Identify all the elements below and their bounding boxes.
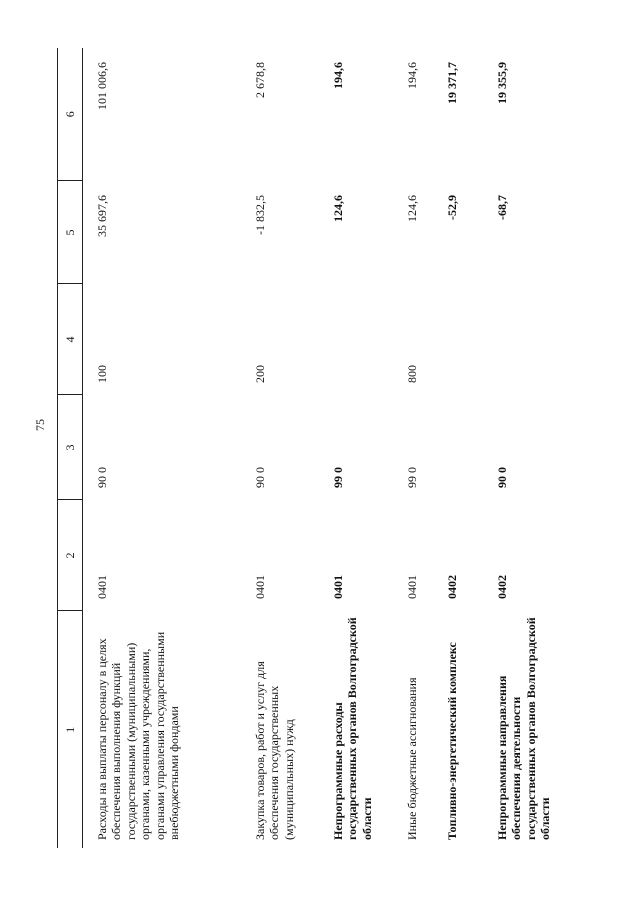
row-expense-type: 800 — [405, 365, 419, 383]
row-section: 0401 — [405, 575, 419, 599]
row-name: Непрограммные расходы государственных органов Волгоградской области — [331, 617, 374, 840]
row-name: Закупка товаров, работ и услуг для обеспечения государственных (муниципальных) нужд — [253, 661, 296, 840]
row-target: 90 0 — [495, 467, 509, 488]
page-number: 75 — [33, 419, 47, 431]
table-header — [58, 48, 83, 848]
row-expense-type — [331, 284, 405, 395]
row-name: Топливно-энергетический комплекс — [445, 642, 459, 840]
row-expense-type — [495, 284, 575, 395]
row-section: 0401 — [331, 575, 345, 599]
row-name: Иные бюджетные ассигнования — [405, 677, 419, 840]
row-name: Расходы на выплаты персоналу в целях обеспечения выполнения функций государственными (муниципальными) органами, казенными учреждениями, органами управления государственными внебюджетными фондами — [95, 631, 181, 840]
row-change: 35 697,6 — [95, 195, 109, 237]
row-section: 0402 — [495, 575, 509, 599]
row-change: -52,9 — [445, 195, 459, 220]
table-row — [405, 48, 445, 848]
row-change: -1 832,5 — [253, 195, 267, 235]
row-section: 0401 — [95, 575, 109, 599]
row-expense-type: 100 — [95, 365, 109, 383]
row-target: 90 0 — [253, 467, 267, 488]
row-change: 124,6 — [405, 195, 419, 222]
budget-table-rotated — [57, 48, 607, 848]
row-target: 99 0 — [331, 467, 345, 488]
row-section: 0402 — [445, 575, 459, 599]
row-section: 0401 — [253, 575, 267, 599]
header-col-5: 5 — [58, 181, 83, 284]
table-row — [331, 48, 405, 848]
row-expense-type: 200 — [253, 365, 267, 383]
row-change: -68,7 — [495, 195, 509, 220]
table-row — [445, 48, 495, 848]
row-target: 99 0 — [405, 467, 419, 488]
header-col-1: 1 — [58, 611, 83, 848]
table-row — [83, 48, 254, 848]
row-total: 2 678,8 — [253, 62, 267, 98]
row-total: 194,6 — [331, 62, 345, 89]
row-change: 124,6 — [331, 195, 345, 222]
header-col-3: 3 — [58, 395, 83, 500]
row-total: 19 371,7 — [445, 62, 459, 104]
row-expense-type — [445, 284, 495, 395]
header-col-2: 2 — [58, 500, 83, 611]
row-target: 90 0 — [95, 467, 109, 488]
budget-table — [57, 48, 575, 848]
header-col-4: 4 — [58, 284, 83, 395]
row-total: 194,6 — [405, 62, 419, 89]
header-col-6: 6 — [58, 48, 83, 181]
row-total: 19 355,9 — [495, 62, 509, 104]
table-row — [495, 48, 575, 848]
row-target — [445, 395, 495, 500]
table-body — [83, 48, 576, 848]
table-row — [253, 48, 331, 848]
row-total: 101 006,6 — [95, 62, 109, 110]
row-name: Непрограммные направления обеспечения деятельности государственных органов Волгоградской области — [495, 617, 553, 840]
header-row — [58, 48, 83, 848]
